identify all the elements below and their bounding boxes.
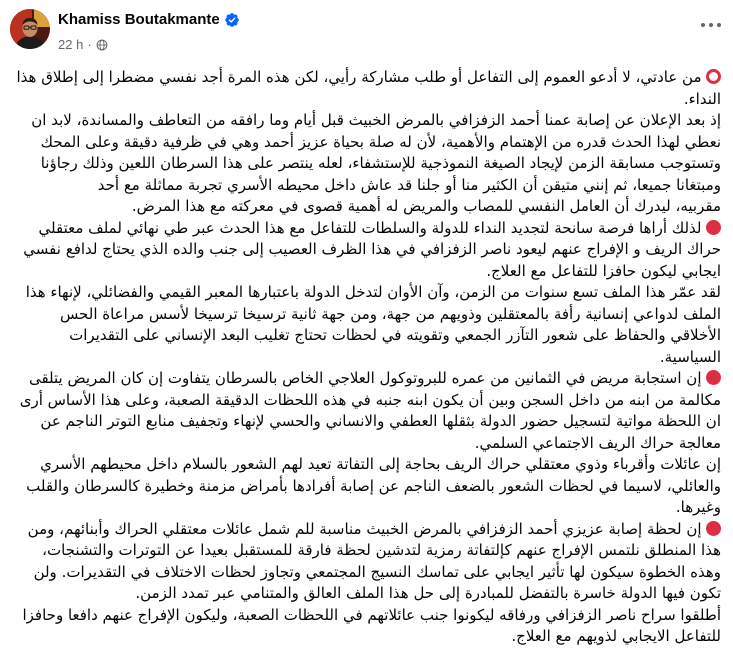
post-text-line: وهذه الخطوة سيكون لها تأثير ايجابي على تماسك النسيج المجتمعي وتجاوز لحظات الاختلاف في التقديرات. ولن (33, 562, 721, 581)
post-meta (58, 37, 108, 53)
post-timestamp[interactable]: 22 h (58, 37, 84, 52)
post-text: إن استجابة مريض في الثمانين من عمره للبروتوكول العلاجي الخاص بالسرطان يتفاوت إن كان المريض يتلقى (28, 369, 702, 387)
post-text-line: النداء. (683, 89, 721, 108)
post-paragraph (12, 605, 721, 648)
post-text: إن لحظة إصابة عزيزي أحمد الزفزافي بالمرض الخبيث مناسبة للم شمل عائلات معتقلي الحراك وأبنائهم، ومن (27, 519, 702, 538)
post-text-line: إن عائلات وأقرباء وذوي معتقلي حراك الريف بحاجة إلى التفاتة تعيد لهم الشعور بالسلام داخل محيطهم الأسري (40, 455, 721, 473)
red-hollow-circle-icon (706, 69, 721, 84)
author-name[interactable]: Khamiss Boutakmante (58, 11, 220, 28)
profile-photo-icon (10, 9, 50, 49)
post-text-line: لقد عمّر هذا الملف تسع سنوات من الزمن، وآن الأوان لتدخل الدولة باعتبارها المعبر القيمي والفضائلي، لإنهاء هذا (25, 283, 721, 301)
post-paragraph (12, 519, 721, 605)
post-paragraph (12, 218, 721, 283)
author-avatar[interactable] (10, 9, 50, 49)
post-text-line: مقربيه، ليدرك أن العامل النفسي للمصاب والمريض له أهمية قصوى في معركته مع هذا المرض. (131, 197, 721, 215)
post-text-line: وتستوجب مسابقة الزمن لإيجاد الصيغة النموذجية للإستشفاء، لعله ينتصر على هذا السرطان اللعين وذلك رجاؤنا (40, 154, 721, 172)
post-text-line (39, 218, 721, 240)
post-text-line: ايجابي ليكون حافزا للتفاعل مع العلاج. (486, 261, 721, 280)
post-paragraph (12, 110, 721, 218)
verified-badge-icon (225, 13, 239, 27)
globe-icon (96, 39, 108, 51)
post-text-line: ان اللحظة مواتية لتسجيل حضور الدولة بثقلها العطفي والانساني والحسي لإنهاء وتجفيف منابع التوتر الناجم عن (40, 412, 721, 430)
post-text-line: والعائلي، لاسيما في لحظات الشعور بالضعف الناجم عن إصابة أفرادها بأمراض مزمنة وخطيرة كالسرطان والقلب (26, 476, 721, 495)
post-text-line (28, 519, 721, 541)
post-text-line: معالجة حراك الريف الاجتماعي السلمي. (474, 433, 721, 452)
post-text-line: وغيرها. (675, 498, 721, 516)
post-body (12, 67, 721, 648)
post-text-line: الملف لدواعي إنسانية رأفة بالمعتقلين وذويهم من جهة، ومن جهة ثانية ترسيخا ترسيخا لأسس مراعاة الحس (59, 304, 721, 323)
red-circle-icon (706, 521, 721, 536)
more-options-icon[interactable] (701, 15, 721, 35)
post-text-line: حراك الريف و الإفراج عنهم ليعود ناصر الزفزافي في هذا الظرف العصيب إلى جنب والده الذي يحتاج لدافع نفسي (23, 240, 721, 258)
post-paragraph (12, 282, 721, 368)
post-text: من عادتي، لا أدعو العموم إلى التفاعل أو طلب مشاركة رأيي، لكن هذه المرة أجد نفسي مضطرا إلى إطلاق هذا (16, 68, 702, 86)
meta-separator: · (87, 37, 92, 52)
author-row (58, 10, 239, 30)
post-text-line: مكالمة من ابنه من داخل السجن وبين أن يكون ابنه جنبه في هذه اللحظات الدقيقة الصعبة، وعلى هذا الأساس أرى (19, 390, 721, 409)
post-text-line: السياسية. (659, 347, 721, 366)
post-text-line: إذ بعد الإعلان عن إصابة عمنا أحمد الزفزافي بالمرض الخبيث قبل أيام وما رافقه من التعاطف والمساندة، لابد ان (31, 111, 721, 129)
post-text-line: تكون فيها الدولة خاسرة بالتفضل للمبادرة إلى حل هذا الملف العالق والمتنامي عبر تمدد الزمن. (135, 584, 721, 602)
post-text-line: نعطي لهذا الحدث قدره من الإهتمام والأهمية، لأن له صلة بحياة عزيز أحمد وهي في ظرفية دقيقة وعلى المحك (40, 132, 721, 151)
red-circle-icon (706, 220, 721, 235)
post-text: لذلك أراها فرصة سانحة لتجديد النداء للدولة والسلطات للتفاعل مع هذا الحدث عبر طي نهائي لملف معتقلي (38, 218, 702, 237)
post-text-line (29, 368, 721, 390)
post-paragraph (12, 454, 721, 519)
post-text-line: الأخلاقي والحفاظ على شعور التآزر الجمعي وتقويته في لحظات تحتاج تغليب البعد الإنساني على التقديرات (69, 326, 721, 344)
post-text-line: أطلقوا سراح ناصر الزفزافي ورفاقه ليكونوا جنب عائلاتهم في اللحظات الصعبة، وليكون الإفراج عنهم دافعا وحافزا (22, 605, 721, 624)
post-text-line (16, 67, 721, 89)
post-text-line: للتفاعل الايجابي لذويهم مع العلاج. (511, 627, 721, 645)
red-circle-icon (706, 370, 721, 385)
post-text-line: هذا المنطلق نلتمس الإفراج عنهم كإلتفاتة رمزية لتدشين لحظة فارقة للمستقبل بعيدا عن التوترات والتشنجات، (42, 541, 721, 559)
post-paragraph (12, 368, 721, 454)
post-text-line: ومبتغانا جميعا، ثم إنني متيقن أن الكثير منا أو جلنا قد عاش داخل محيطه الأسري تجربة مماثلة مع أحد (97, 175, 721, 194)
post-paragraph (12, 67, 721, 110)
